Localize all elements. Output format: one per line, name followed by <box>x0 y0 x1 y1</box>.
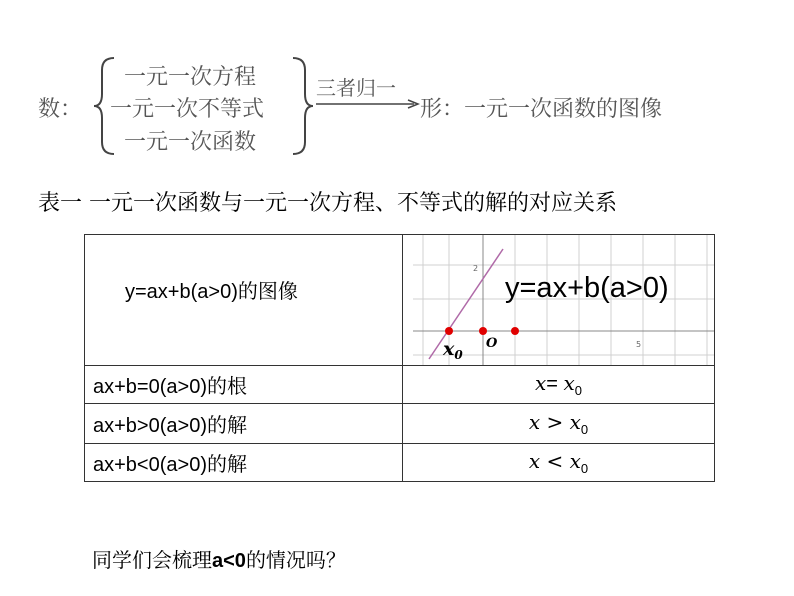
correspondence-table <box>84 234 715 482</box>
shu-label: 数： <box>38 97 83 122</box>
arrow-label: 三者归一 <box>316 76 396 100</box>
y-tick-2: 2 <box>473 264 479 273</box>
origin-point <box>479 327 487 335</box>
root-label: $x_0$ <box>443 338 463 362</box>
xing-label: 形：一元一次函数的图像 <box>420 97 663 122</box>
table-caption: 表一 一元一次函数与一元一次方程、不等式的解的对应关系 <box>38 191 617 216</box>
grid-point <box>511 327 519 335</box>
brace-item-inequality: 一元一次不等式 <box>110 97 265 122</box>
function-graph <box>403 235 714 365</box>
brace-item-equation: 一元一次方程 <box>124 65 257 90</box>
table-row-graph <box>85 235 715 366</box>
row-right-gt: $x > x_0$ <box>403 404 715 444</box>
x-tick-5: 5 <box>636 340 642 349</box>
row-left-root: ax+b=0(a>0)的根 <box>85 366 403 404</box>
row-left-gt: ax+b>0(a>0)的解 <box>85 404 403 444</box>
graph-row-label-cell <box>85 235 403 366</box>
root-point <box>445 327 453 335</box>
graph-cell <box>403 235 715 366</box>
question-text: 同学们会梳理a<0的情况吗？ <box>92 550 346 572</box>
brace-item-function: 一元一次函数 <box>124 130 257 155</box>
row-right-root: $x= x_0$ <box>403 366 715 404</box>
graph-title: y=ax+b(a>0) <box>505 272 669 304</box>
right-arrow-icon <box>316 98 420 110</box>
graph-row-label: y=ax+b(a>0)的图像 <box>125 281 298 303</box>
row-right-lt: $x < x_0$ <box>403 444 715 482</box>
row-left-lt: ax+b<0(a>0)的解 <box>85 444 403 482</box>
table-row <box>85 444 715 482</box>
table-row <box>85 366 715 404</box>
origin-label: O <box>486 336 498 351</box>
table-row <box>85 404 715 444</box>
right-brace <box>289 56 315 156</box>
